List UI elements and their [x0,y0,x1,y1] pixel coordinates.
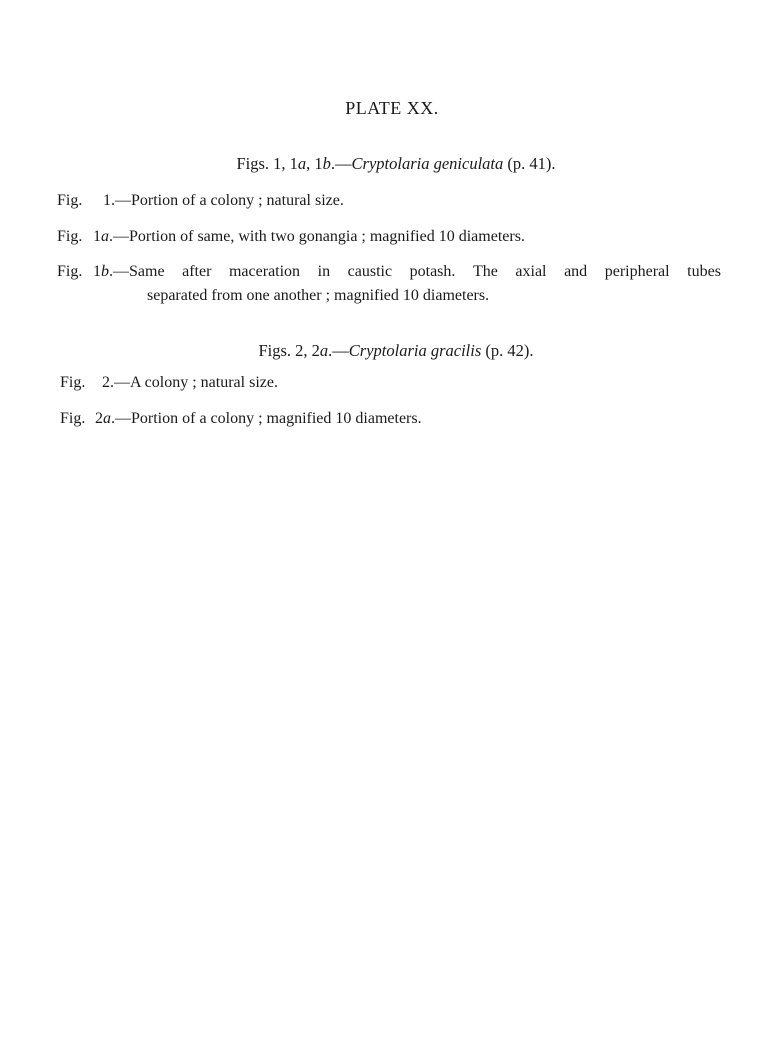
heading-mid: , 1 [306,154,323,173]
page-ref: (p. 42). [485,341,534,360]
word: caustic [347,263,393,280]
fig-suffix: a [103,410,111,427]
fig-text: .—A colony ; natural size. [110,374,278,391]
fig-text: .—Portion of same, with two gonangia ; magnified 10 diameters. [109,228,525,245]
fig-number: 1 [93,228,101,245]
word: The [472,263,498,280]
word: .—Same [109,263,165,280]
fig-number: 2 [95,410,103,427]
figure-caption-1 [57,192,344,210]
figure-group-heading-1 [0,154,776,174]
fig-number: 1 [103,192,111,209]
word: tubes [687,263,721,280]
heading-prefix: Figs. 2, 2 [258,341,320,360]
species-name: Cryptolaria geniculata [351,154,504,173]
fig-label: Fig. [57,192,83,209]
fig-label: Fig. [57,228,83,245]
figure-caption-1a [57,228,525,246]
heading-prefix: Figs. 1, 1 [236,154,298,173]
fig-number: 1 [93,263,101,280]
heading-dash: .— [330,154,352,173]
figure-caption-2 [60,374,278,392]
heading-suffix-a: a [319,341,329,360]
fig-number: 2 [102,374,110,391]
word: peripheral [604,263,670,280]
fig-text: .—Portion of a colony ; natural size. [111,192,344,209]
fig-suffix: a [101,228,109,245]
page-ref: (p. 41). [507,154,556,173]
fig-label: Fig. [60,374,86,391]
figure-caption-2a [60,410,422,428]
species-name: Cryptolaria gracilis [348,341,482,360]
fig-text-justified [109,263,721,281]
figure-caption-1b [57,263,721,281]
fig-label: Fig. [60,410,86,427]
word: and [564,263,588,280]
fig-label: Fig. [57,263,83,280]
word: after [182,263,212,280]
word: axial [515,263,547,280]
plate-title: PLATE XX. [345,98,439,118]
fig-text: .—Portion of a colony ; magnified 10 diameters. [111,410,422,427]
word: maceration [228,263,301,280]
heading-suffix-b: b [322,154,331,173]
word: potash. [409,263,456,280]
heading-suffix-a: a [297,154,307,173]
word: in [317,263,331,280]
fig-suffix: b [101,263,109,280]
heading-dash: .— [328,341,349,360]
figure-group-heading-2 [0,341,776,361]
figure-caption-1b-continuation: separated from one another ; magnified 10 diameters. [147,287,490,304]
